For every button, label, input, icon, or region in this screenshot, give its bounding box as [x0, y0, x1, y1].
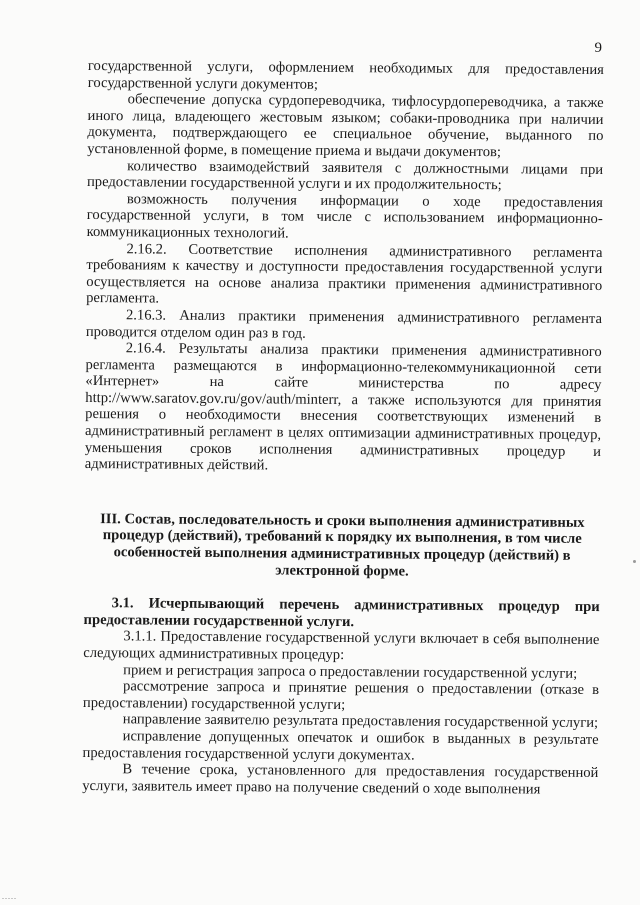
paragraph: возможность получения информации о ходе предоставления государственной услуги, в том числе с использованием информационно-коммуникационных технологий. [86, 191, 603, 242]
scan-dots: ..... [2, 892, 17, 901]
list-item: исправление допущенных опечаток и ошибок в выданных в результате предоставления государственной услуги документах. [82, 728, 599, 764]
paragraph: 2.16.4. Результаты анализа практики применения административного регламента размещаются в информационно-телекоммуникационной сети «Интернет» на сайте министерства по адресу http://www.saratov.gov.ru/gov/auth/minterr, а также используются для принятия решения о необходимости внесения соответствующих изменений в административный регламент в целях оптимизации административных процедур, уменьшения сроков исполнения административных процедур и административных действий. [84, 340, 602, 474]
list-item: прием и регистрация запроса о предоставлении государственной услуги; [123, 661, 578, 682]
document-body [82, 58, 604, 798]
list-item: рассмотрение запроса и принятие решения о предоставлении (отказе в предоставлении) государственной услуги; [82, 678, 600, 713]
subsection-heading: 3.1. Исчерпывающий перечень административных процедур при предоставлении государственной услуги. [83, 595, 600, 630]
paragraph: В течение срока, установленного для предоставления государственной услуги, заявитель имеет право на получение сведений о ходе выполнения [82, 761, 599, 798]
paragraph: количество взаимодействий заявителя с должностными лицами при предоставлении государственной услуги и их продолжительность; [86, 157, 604, 194]
paragraph: 2.16.3. Анализ практики применения административного регламента проводится отделом один раз в год. [85, 307, 603, 342]
page-number: 9 [594, 40, 602, 56]
section-heading: III. Состав, последовательность и сроки выполнения административных процедур (действий), требований к порядку их выполнения, в том числе особенностей выполнения административных процедур (действий) в электронной форме. [100, 510, 585, 580]
list-item: направление заявителю результата предоставления государственной услуги; [122, 711, 599, 732]
paragraph: 3.1.1. Предоставление государственной услуги включает в себя выполнение следующих административных процедур: [83, 628, 600, 664]
paragraph: 2.16.2. Соответствие исполнения административного регламента требованиям к качеству и доступности предоставления государственной услуги осуществляется на основе анализа практики применения административного регламента. [86, 240, 603, 307]
paragraph: государственной услуги, оформлением необходимых для предоставления государственной услуги документов; [87, 58, 604, 93]
scan-mark [633, 560, 636, 563]
paragraph: обеспечение допуска сурдопереводчика, тифлосурдопереводчика, а также иного лица, владеющего жестовым языком; собаки-проводника при наличии документа, подтверждающего ее специальное обучение, выданного по установленной форме, в помещение приема и выдачи документов; [87, 91, 604, 161]
